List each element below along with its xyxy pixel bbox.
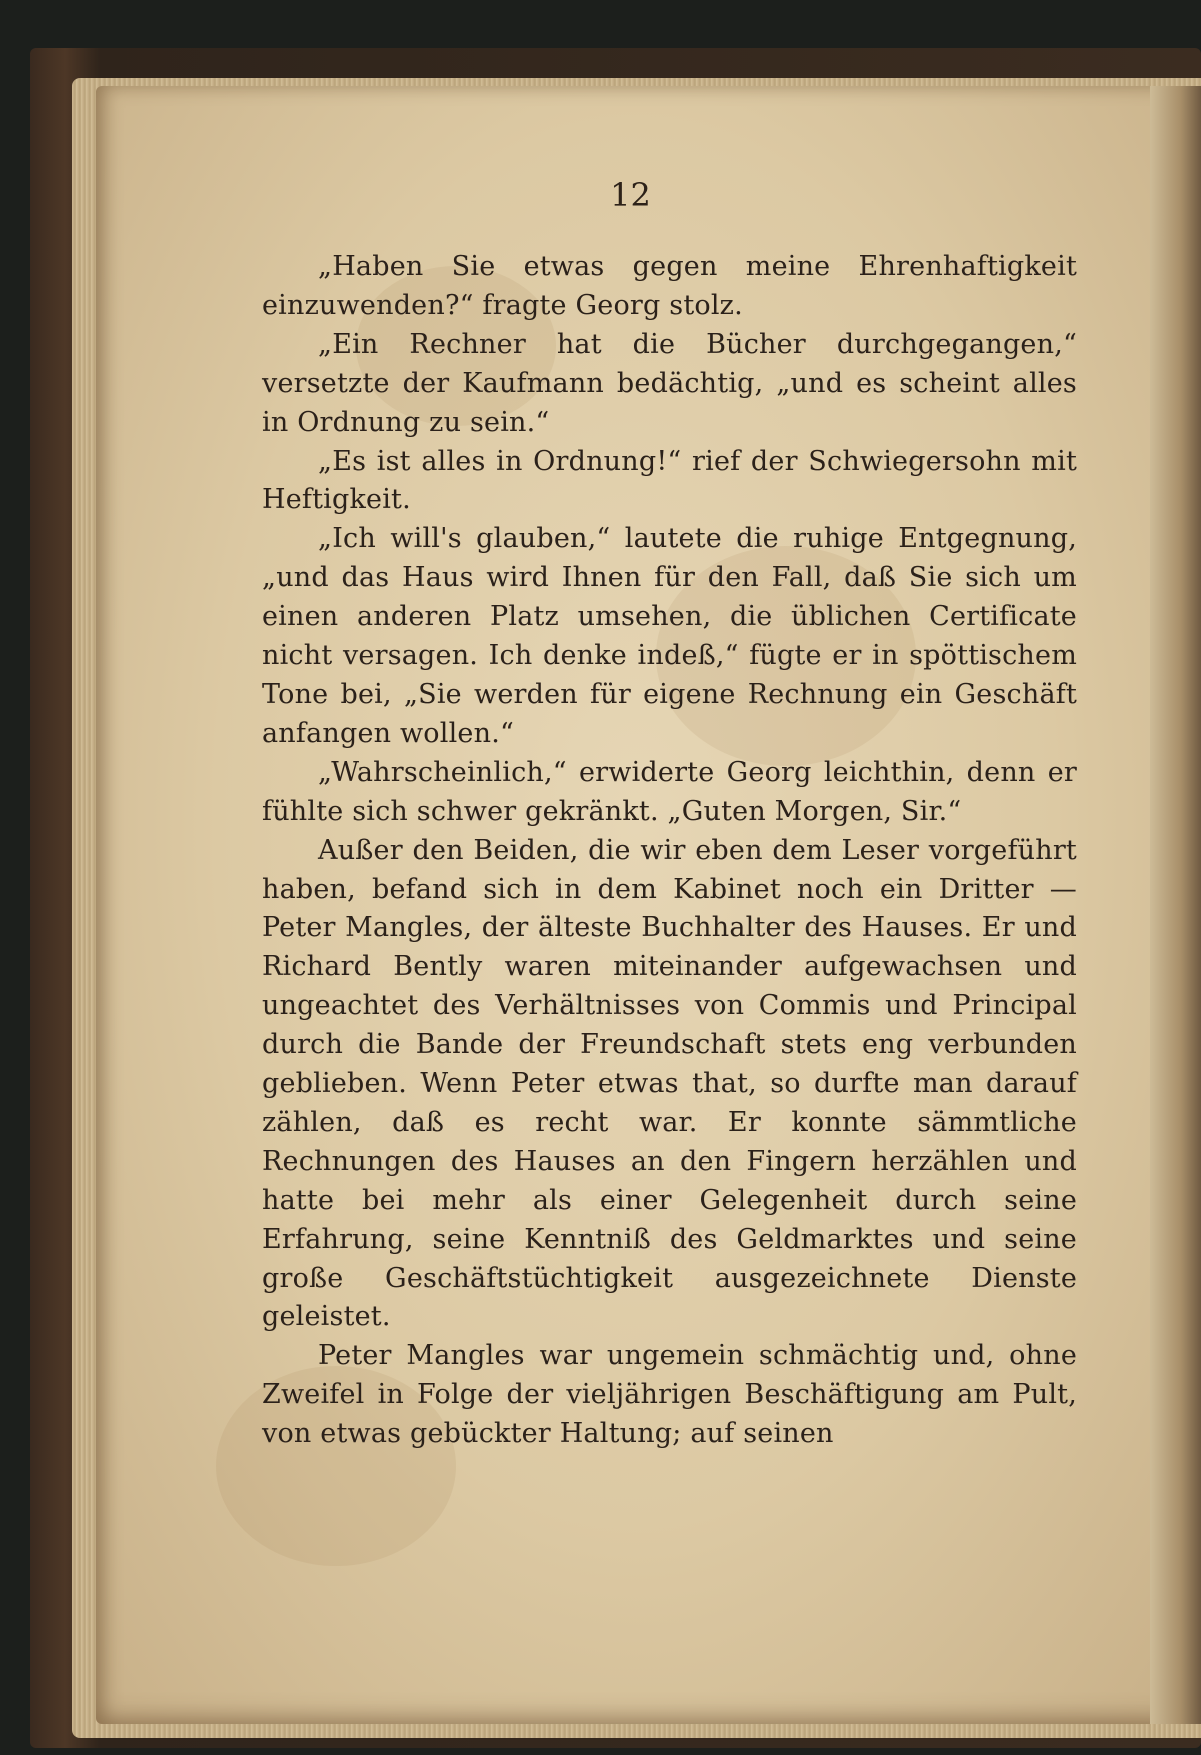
page-gutter <box>1150 86 1201 1724</box>
paragraph: „Ich will's glauben,“ lautete die ruhige Entgegnung, „und das Haus wird Ihnen für den Fall, daß Sie sich um einen anderen Platz umsehen, die üblichen Certificate nicht versagen. Ich denke indeß,“ fügte er in spöttischem Tone bei, „Sie werden für eigene Rechnung ein Geschäft anfangen wollen.“ <box>262 523 1077 749</box>
paragraph: „Wahrscheinlich,“ erwiderte Georg leichthin, denn er fühlte sich schwer gekränkt. „Guten Morgen, Sir.“ <box>262 756 1077 827</box>
body-text <box>262 248 1077 1454</box>
paragraph: „Ein Rechner hat die Bücher durchgegangen,“ versetzte der Kaufmann bedächtig, „und es scheint alles in Ordnung zu sein.“ <box>262 328 1077 438</box>
paragraph: Peter Mangles war ungemein schmächtig und, ohne Zweifel in Folge der vieljährigen Beschäftigung am Pult, von etwas gebückter Haltung; auf seinen <box>262 1340 1077 1450</box>
page-number: 12 <box>610 176 651 214</box>
paragraph: „Es ist alles in Ordnung!“ rief der Schwiegersohn mit Heftigkeit. <box>262 445 1077 516</box>
paragraph: Außer den Beiden, die wir eben dem Leser vorgeführt haben, befand sich in dem Kabinet noch ein Dritter — Peter Mangles, der älteste Buchhalter des Hauses. Er und Richard Bently waren miteinander aufgewachsen und ungeachtet des Verhältnisses von Commis und Principal durch die Bande der Freundschaft stets eng verbunden geblieben. Wenn Peter etwas that, so durfte man darauf zählen, daß es recht war. Er konnte sämmtliche Rechnungen des Hauses an den Fingern herzählen und hatte bei mehr als einer Gelegenheit durch seine Erfahrung, seine Kenntniß des Geldmarktes und seine große Geschäftstüchtigkeit ausgezeichnete Dienste geleistet. <box>262 834 1077 1333</box>
paragraph: „Haben Sie etwas gegen meine Ehrenhaftigkeit einzuwenden?“ fragte Georg stolz. <box>262 251 1077 321</box>
